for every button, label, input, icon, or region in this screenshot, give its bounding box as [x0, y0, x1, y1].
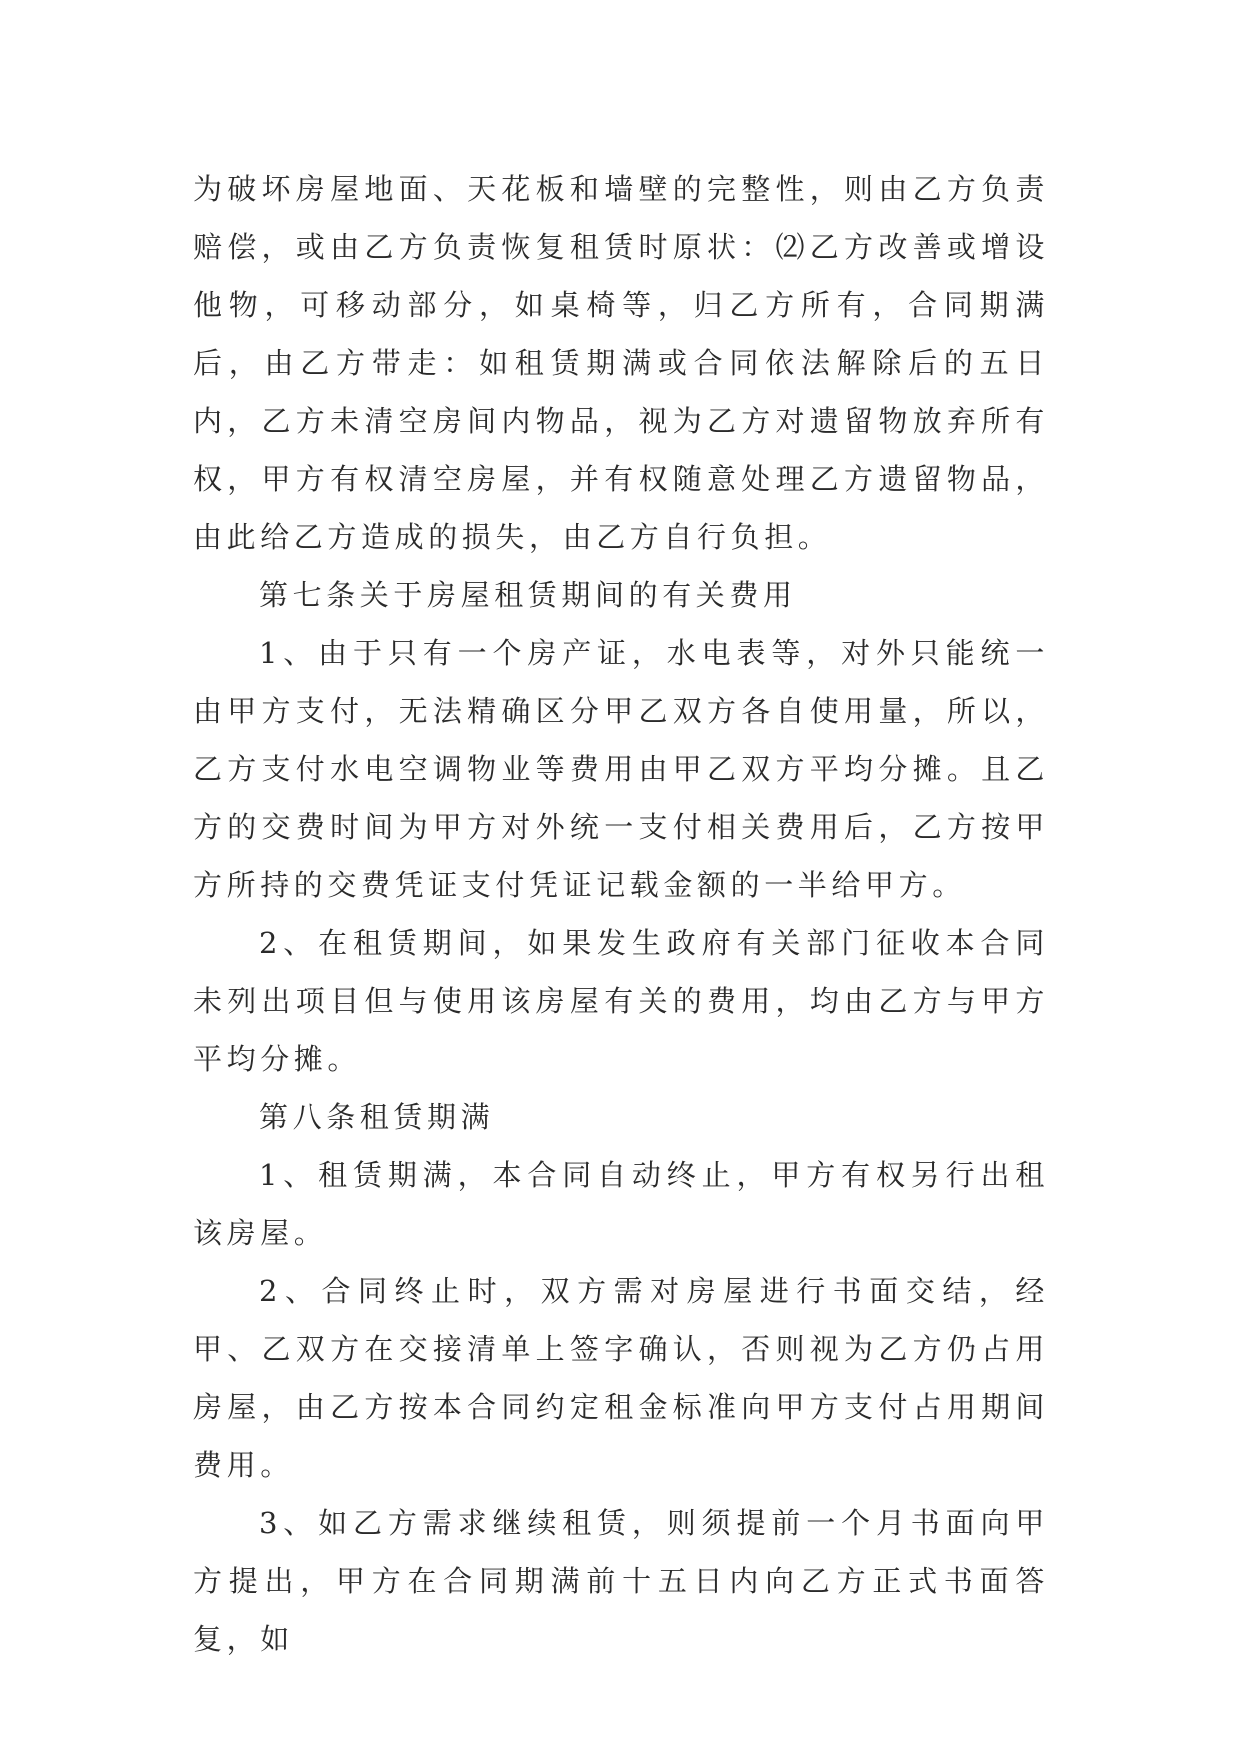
article-8-clause-1: 1、租赁期满，本合同自动终止，甲方有权另行出租该房屋。 — [193, 1158, 1049, 1250]
article-7-heading: 第七条关于房屋租赁期间的有关费用 — [259, 578, 797, 612]
article-8-clause-2: 2、合同终止时，双方需对房屋进行书面交结，经甲、乙双方在交接清单上签字确认，否则视为乙方仍占用房屋，由乙方按本合同约定租金标准向甲方支付占用期间费用。 — [193, 1274, 1049, 1482]
article-7-clause-1: 1、由于只有一个房产证，水电表等，对外只能统一由甲方支付，无法精确区分甲乙双方各自使用量，所以，乙方支付水电空调物业等费用由甲乙双方平均分摊。且乙方的交费时间为甲方对外统一支付相关费用后，乙方按甲方所持的交费凭证支付凭证记载金额的一半给甲方。 — [193, 636, 1049, 902]
paragraph-continuation: 为破坏房屋地面、天花板和墙壁的完整性，则由乙方负责赔偿，或由乙方负责恢复租赁时原状：⑵乙方改善或增设他物，可移动部分，如桌椅等，归乙方所有，合同期满后，由乙方带走：如租赁期满或合同依法解除后的五日内，乙方未清空房间内物品，视为乙方对遗留物放弃所有权，甲方有权清空房屋，并有权随意处理乙方遗留物品，由此给乙方造成的损失，由乙方自行负担。 — [193, 172, 1049, 554]
article-7-clause-2: 2、在租赁期间，如果发生政府有关部门征收本合同未列出项目但与使用该房屋有关的费用，均由乙方与甲方平均分摊。 — [193, 926, 1049, 1076]
article-8-clause-3: 3、如乙方需求继续租赁，则须提前一个月书面向甲方提出，甲方在合同期满前十五日内向乙方正式书面答复，如 — [193, 1506, 1049, 1656]
document-body — [193, 160, 1049, 1668]
article-8-heading: 第八条租赁期满 — [259, 1100, 495, 1134]
